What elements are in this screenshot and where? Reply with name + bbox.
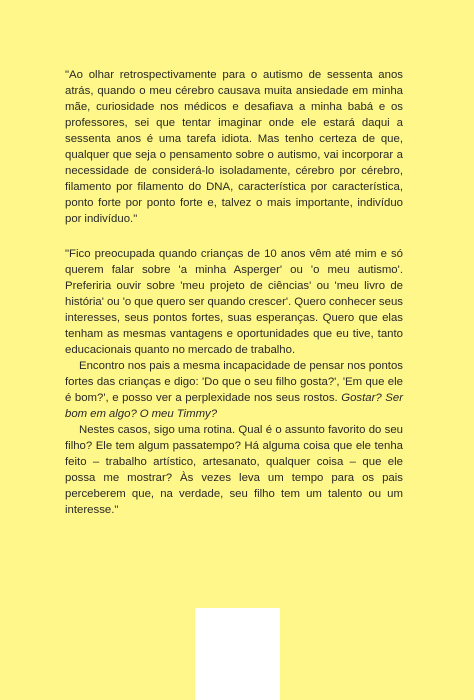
barcode-placeholder	[195, 608, 280, 700]
quote-paragraph: "Fico preocupada quando crianças de 10 anos vêm até mim e só querem falar sobre 'a minha Asperger' ou 'o meu autismo'. Preferiria ouvir sobre 'meu projeto de ciências' ou 'meu livro de história' ou 'o que quero ser quando crescer'. Quero conhecer seus interesses, seus pontos fortes, suas esperanças. Quero que elas tenham as mesmas vantagens e oportunidades que eu tive, tanto educacionais quanto no mercado de trabalho.	[65, 248, 403, 356]
quote-paragraph: Nestes casos, sigo uma rotina. Qual é o assunto favorito do seu filho? Ele tem algum passatempo? Há alguma coisa que ele tenha feito – trabalho artístico, artesanato, qualquer coisa – que ele possa me mostrar? Às vezes leva um tempo para os pais perceberem que, na verdade, seu filho tem um talento ou um interesse."	[65, 424, 403, 516]
quote-paragraph	[65, 358, 403, 422]
quote-text: Encontro nos pais a mesma incapacidade de pensar nos pontos fortes das crianças e digo: 'Do que o seu filho gosta?', 'Em que ele é bom?', e posso ver a perplexidade nos seus rostos.	[65, 360, 403, 404]
quote-italic-text: Gostar? Ser bom em algo? O meu Timmy?	[65, 392, 404, 420]
quote-paragraph: "Ao olhar retrospectivamente para o autismo de sessenta anos atrás, quando o meu cérebro causava muita ansiedade em minha mãe, curiosidade nos médicos e desafiava a minha babá e os professores, sei que tentar imaginar onde ele estará daqui a sessenta anos é uma tarefa idiota. Mas tenho certeza de que, qualquer que seja o pensamento sobre o autismo, vai incorporar a necessidade de considerá-lo isoladamente, cérebro por cérebro, filamento por filamento do DNA, característica por característica, ponto forte por ponto forte e, talvez o mais importante, indivíduo por indivíduo."	[65, 69, 403, 225]
quote-block-first	[65, 67, 403, 227]
quote-block-second	[65, 246, 403, 518]
